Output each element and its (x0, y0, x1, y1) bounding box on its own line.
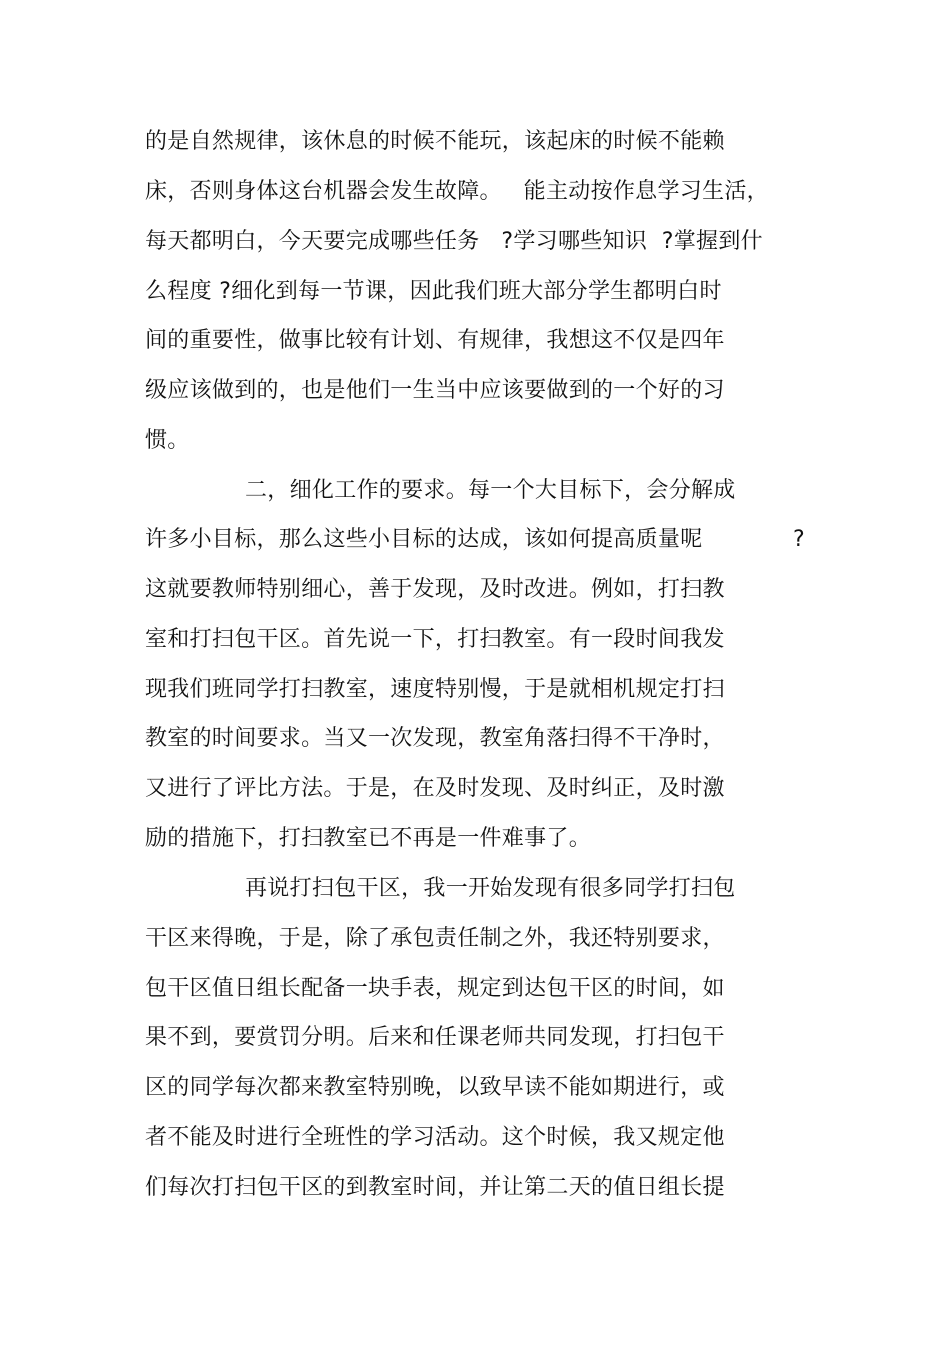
paragraph-2-line-1: 二，细化工作的要求。每一个大目标下，会分解成 (245, 478, 736, 503)
text-line-4: 么程度 ?细化到每一节课，因此我们班大部分学生都明白时 (145, 279, 722, 304)
paragraph-2-line-2: 许多小目标，那么这些小目标的达成，该如何提高质量呢 (145, 527, 703, 552)
text-line-2: 床，否则身体这台机器会发生故障。 能主动按作息学习生活， (145, 179, 769, 204)
paragraph-2-line-6: 教室的时间要求。当又一次发现，教室角落扫得不干净时， (145, 726, 725, 751)
paragraph-2-line-4: 室和打扫包干区。首先说一下，打扫教室。有一段时间我发 (145, 627, 725, 652)
text-line-6: 级应该做到的，也是他们一生当中应该要做到的一个好的习 (145, 378, 725, 403)
paragraph-3-line-7: 们每次打扫包干区的到教室时间，并让第二天的值日组长提 (145, 1175, 725, 1200)
text-line-7: 惯。 (145, 428, 190, 453)
paragraph-3-line-2: 干区来得晚，于是，除了承包责任制之外，我还特别要求， (145, 926, 725, 951)
paragraph-2-line-3: 这就要教师特别细心，善于发现，及时改进。例如，打扫教 (145, 577, 725, 602)
text-line-3: 每天都明白，今天要完成哪些任务 ?学习哪些知识 ?掌握到什 (145, 229, 763, 254)
paragraph-2-line-7: 又进行了评比方法。于是，在及时发现、及时纠正，及时激 (145, 776, 725, 801)
text-line-1: 的是自然规律，该休息的时候不能玩，该起床的时候不能赖 (145, 129, 725, 154)
trailing-question-mark: ? (793, 527, 805, 552)
text-line-5: 间的重要性，做事比较有计划、有规律，我想这不仅是四年 (145, 328, 725, 353)
paragraph-3-line-1: 再说打扫包干区，我一开始发现有很多同学打扫包 (245, 876, 736, 901)
paragraph-3-line-6: 者不能及时进行全班性的学习活动。这个时候，我又规定他 (145, 1125, 725, 1150)
paragraph-2-line-8: 励的措施下，打扫教室已不再是一件难事了。 (145, 826, 592, 851)
paragraph-2-line-5: 现我们班同学打扫教室，速度特别慢，于是就相机规定打扫 (145, 677, 725, 702)
paragraph-3-line-4: 果不到，要赏罚分明。后来和任课老师共同发现，打扫包干 (145, 1025, 725, 1050)
paragraph-3-line-5: 区的同学每次都来教室特别晚，以致早读不能如期进行，或 (145, 1075, 725, 1100)
paragraph-3-line-3: 包干区值日组长配备一块手表，规定到达包干区的时间，如 (145, 976, 725, 1001)
